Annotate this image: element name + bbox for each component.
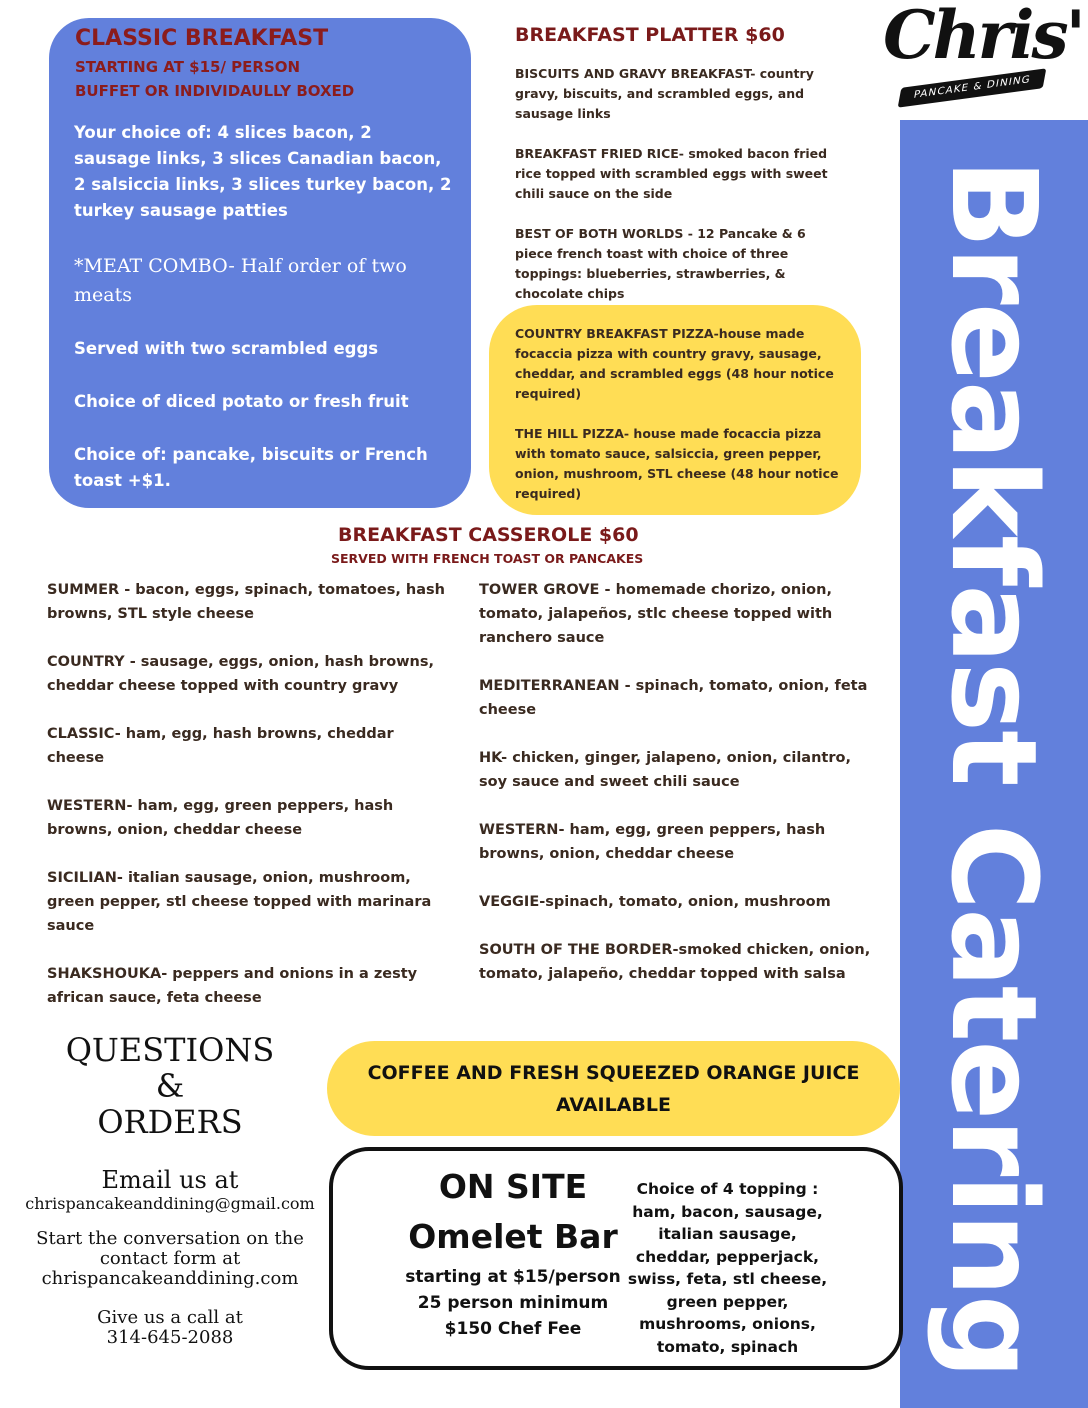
casserole-item-desc: - chicken, ginger, jalapeno, onion, cilantro, soy sauce and sweet chili sauce bbox=[479, 750, 851, 790]
casserole-item-name: HK bbox=[479, 750, 502, 766]
casserole-item-desc: - italian sausage, onion, mushroom, green pepper, stl cheese topped with marinara sauce bbox=[47, 870, 432, 934]
logo-script: Chris' bbox=[883, 0, 1083, 74]
platter-item-desc: - country gravy, biscuits, and scrambled eggs, and sausage links bbox=[515, 66, 814, 121]
casserole-item-name: SUMMER bbox=[47, 582, 120, 598]
casserole-item-desc: - homemade chorizo, onion, tomato, jalapeños, stlc cheese topped with ranchero sauce bbox=[479, 582, 833, 646]
casserole-item-name: SICILIAN bbox=[47, 870, 117, 886]
classic-style: BUFFET OR INDIVIDAULLY BOXED bbox=[75, 82, 355, 100]
contact-heading-1: QUESTIONS bbox=[65, 1031, 275, 1069]
casserole-item-name: TOWER GROVE bbox=[479, 582, 600, 598]
casserole-item-desc: - ham, egg, green peppers, hash browns, onion, cheddar cheese bbox=[479, 822, 826, 862]
side-title: Breakfast Catering bbox=[925, 158, 1063, 1378]
call-label: Give us a call at bbox=[97, 1307, 243, 1328]
classic-meats: Your choice of: 4 slices bacon, 2 sausage links, 3 slices Canadian bacon, 2 salsiccia links, 3 slices turkey bacon, 2 turkey sausage patties bbox=[74, 123, 452, 220]
omelet-title-1: ON SITE bbox=[438, 1167, 588, 1206]
toppings-list: ham, bacon, sausage, italian sausage, cheddar, pepperjack, swiss, feta, stl cheese, green pepper, mushrooms, onions, tomato, spinach bbox=[627, 1202, 828, 1356]
platter-item-name: BISCUITS AND GRAVY BREAKFAST bbox=[515, 66, 751, 81]
casserole-item-desc: - spinach, tomato, onion, feta cheese bbox=[479, 678, 868, 718]
omelet-title-2: Omelet Bar bbox=[408, 1217, 618, 1256]
contact-form-text: Start the conversation on the contact form at bbox=[36, 1228, 304, 1269]
casserole-subtitle: SERVED WITH FRENCH TOAST OR PANCAKES bbox=[331, 551, 644, 566]
casserole-item bbox=[47, 866, 447, 938]
coffee-line-2: AVAILABLE bbox=[556, 1094, 671, 1116]
casserole-item-name: VEGGIE bbox=[479, 894, 540, 910]
casserole-item bbox=[47, 722, 427, 770]
platter-item bbox=[515, 64, 835, 124]
casserole-item bbox=[479, 746, 884, 794]
classic-title: CLASSIC BREAKFAST bbox=[75, 26, 329, 51]
pizza-item bbox=[515, 424, 845, 504]
casserole-item bbox=[479, 674, 884, 722]
casserole-title: BREAKFAST CASSEROLE $60 bbox=[338, 524, 639, 546]
classic-price: STARTING AT $15/ PERSON bbox=[75, 58, 301, 76]
casserole-item bbox=[479, 890, 889, 914]
platter-item bbox=[515, 144, 845, 204]
toppings-title: Choice of 4 topping : bbox=[636, 1180, 819, 1198]
contact-heading-3: ORDERS bbox=[97, 1103, 243, 1141]
classic-combo: *MEAT COMBO- Half order of two meats bbox=[74, 255, 407, 306]
omelet-toppings bbox=[625, 1178, 830, 1358]
contact-heading-2: & bbox=[155, 1067, 185, 1105]
casserole-item bbox=[47, 794, 427, 842]
casserole-item-desc: -spinach, tomato, onion, mushroom bbox=[539, 894, 831, 910]
casserole-item-desc: - peppers and onions in a zesty african sauce, feta cheese bbox=[47, 966, 418, 1006]
casserole-item-desc: - ham, egg, green peppers, hash browns, onion, cheddar cheese bbox=[47, 798, 394, 838]
casserole-item-name: CLASSIC bbox=[47, 726, 115, 742]
pizza-item-desc: - house made focaccia pizza with tomato sauce, salsiccia, green pepper, onion, mushroom, STL cheese (48 hour notice required) bbox=[515, 426, 839, 501]
coffee-text bbox=[347, 1057, 880, 1121]
casserole-item-name: COUNTRY bbox=[47, 654, 125, 670]
platter-title: BREAKFAST PLATTER $60 bbox=[515, 24, 785, 46]
casserole-item-desc: - bacon, eggs, spinach, tomatoes, hash browns, STL style cheese bbox=[47, 582, 445, 622]
classic-side: Choice of diced potato or fresh fruit bbox=[74, 392, 409, 411]
restaurant-logo bbox=[878, 0, 1088, 120]
pizza-item-name: COUNTRY BREAKFAST PIZZA bbox=[515, 326, 714, 341]
casserole-item bbox=[479, 938, 889, 986]
coffee-banner bbox=[327, 1041, 900, 1136]
casserole-item bbox=[479, 818, 859, 866]
casserole-item-desc: - sausage, eggs, onion, hash browns, cheddar cheese topped with country gravy bbox=[47, 654, 435, 694]
casserole-item bbox=[479, 578, 869, 650]
casserole-item-name: MEDITERRANEAN bbox=[479, 678, 620, 694]
platter-item-desc: - smoked bacon fried rice topped with scrambled eggs with sweet chili sauce on the side bbox=[515, 146, 828, 201]
casserole-item bbox=[47, 962, 467, 1010]
omelet-minimum: 25 person minimum bbox=[417, 1293, 609, 1313]
website-link[interactable]: chrispancakeanddining.com bbox=[41, 1268, 299, 1289]
classic-eggs: Served with two scrambled eggs bbox=[74, 339, 379, 358]
casserole-item-name: SOUTH OF THE BORDER bbox=[479, 942, 673, 958]
platter-item-name: BREAKFAST FRIED RICE bbox=[515, 146, 679, 161]
casserole-item bbox=[47, 650, 467, 698]
coffee-line-1: COFFEE AND FRESH SQUEEZED ORANGE JUICE bbox=[367, 1062, 860, 1084]
platter-item-desc: - 12 Pancake & 6 piece french toast with choice of three toppings: blueberries, strawberries, & chocolate chips bbox=[515, 226, 806, 301]
logo-tagline: PANCAKE & DINING bbox=[898, 68, 1047, 107]
email-address[interactable]: chrispancakeanddining@gmail.com bbox=[25, 1194, 315, 1213]
casserole-item-desc: - ham, egg, hash browns, cheddar cheese bbox=[47, 726, 394, 766]
omelet-price: starting at $15/person bbox=[405, 1267, 621, 1287]
casserole-item-name: WESTERN bbox=[479, 822, 559, 838]
pizza-item-name: THE HILL PIZZA bbox=[515, 426, 624, 441]
classic-bread: Choice of: pancake, biscuits or French toast +$1. bbox=[74, 445, 428, 490]
pizza-item bbox=[515, 324, 845, 404]
platter-item-name: BEST OF BOTH WORLDS bbox=[515, 226, 684, 241]
pizza-item-desc: -house made focaccia pizza with country gravy, sausage, cheddar, and scrambled eggs (48 hour notice required) bbox=[515, 326, 834, 401]
casserole-item-desc: -smoked chicken, onion, tomato, jalapeño, cheddar topped with salsa bbox=[479, 942, 871, 982]
email-label: Email us at bbox=[101, 1166, 239, 1194]
phone-number[interactable]: 314-645-2088 bbox=[106, 1327, 234, 1348]
casserole-item-name: WESTERN bbox=[47, 798, 127, 814]
casserole-item bbox=[47, 578, 467, 626]
platter-item bbox=[515, 224, 815, 304]
omelet-bar-card bbox=[329, 1147, 903, 1370]
casserole-item-name: SHAKSHOUKA bbox=[47, 966, 162, 982]
classic-breakfast-card bbox=[49, 18, 471, 508]
omelet-fee: $150 Chef Fee bbox=[444, 1319, 582, 1339]
